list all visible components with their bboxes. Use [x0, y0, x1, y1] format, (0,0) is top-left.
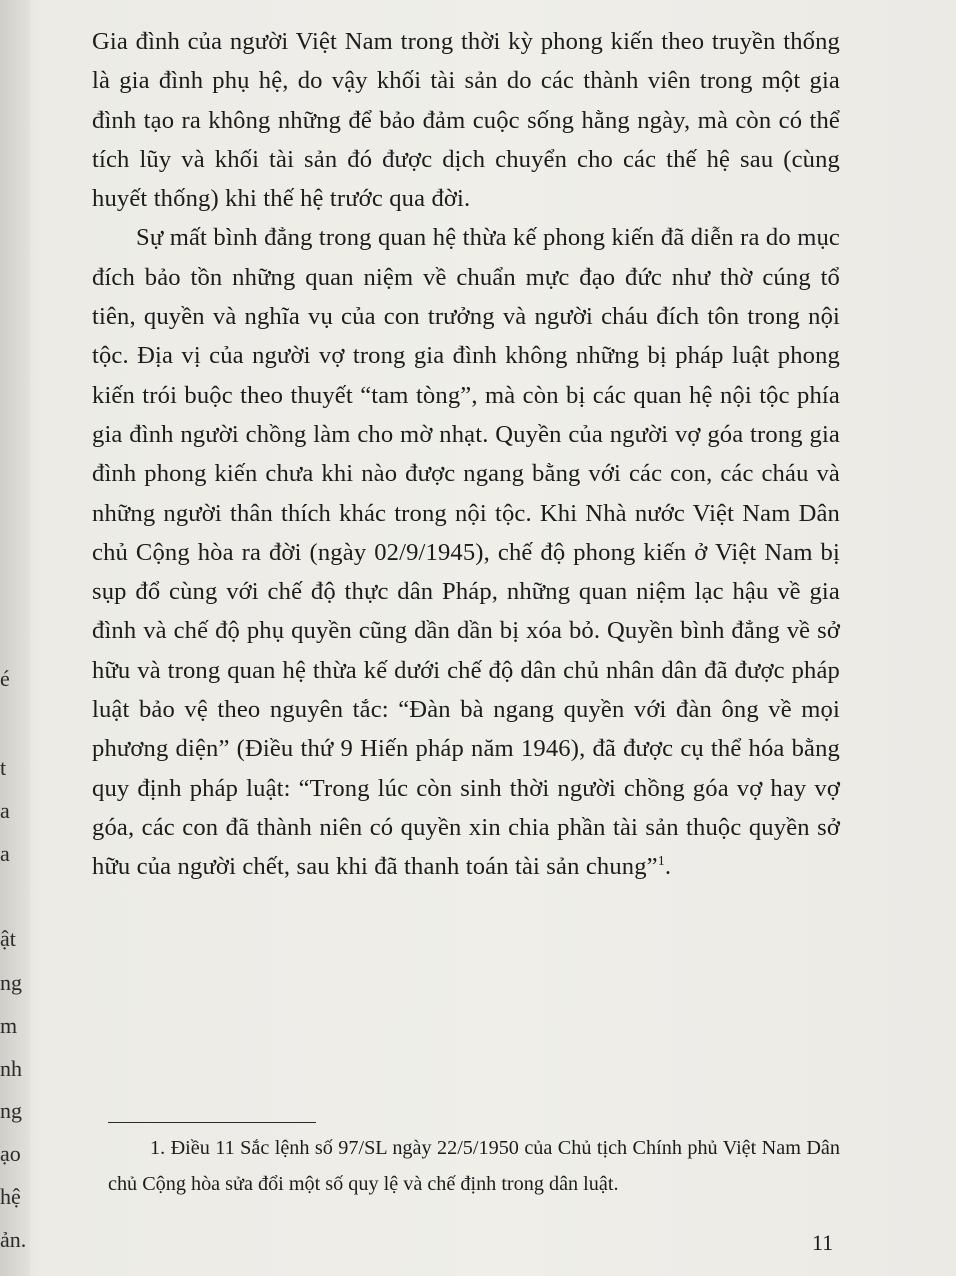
footnote-divider — [108, 1122, 316, 1123]
edge-fragment: a — [0, 841, 10, 866]
edge-fragment: ật — [0, 926, 16, 951]
footnote — [108, 1130, 840, 1202]
adjacent-page-edge — [0, 0, 30, 1276]
paragraph-2-text: Sự mất bình đẳng trong quan hệ thừa kế phong kiến đã diễn ra do mục đích bảo tồn những quan niệm về chuẩn mực đạo đức như thờ cúng tổ tiên, quyền và nghĩa vụ của con trưởng và người cháu đích tôn trong nội tộc. Địa vị của người vợ trong gia đình không những bị pháp luật phong kiến trói buộc theo thuyết “tam tòng”, mà còn bị các quan hệ nội tộc phía gia đình người chồng làm cho mờ nhạt. Quyền của người vợ góa trong gia đình phong kiến chưa khi nào được ngang bằng với các con, các cháu và những người thân thích khác trong nội tộc. Khi Nhà nước Việt Nam Dân chủ Cộng hòa ra đời (ngày 02/9/1945), chế độ phong kiến ở Việt Nam bị sụp đổ cùng với chế độ thực dân Pháp, những quan niệm lạc hậu về gia đình và chế độ phụ quyền cũng dần dần bị xóa bỏ. Quyền bình đẳng về sở hữu và trong quan hệ thừa kế dưới chế độ dân chủ nhân dân đã được pháp luật bảo vệ theo nguyên tắc: “Đàn bà ngang quyền với đàn ông về mọi phương diện” (Điều thứ 9 Hiến pháp năm 1946), đã được cụ thể hóa bằng quy định pháp luật: “Trong lúc còn sinh thời người chồng góa vợ hay vợ góa, các con đã thành niên có quyền xin chia phần tài sản thuộc quyền sở hữu của người chết, sau khi đã thanh toán tài sản chung” — [92, 224, 840, 881]
edge-fragment: ng — [0, 970, 22, 995]
edge-fragment: é — [0, 666, 10, 691]
paragraph-2 — [92, 218, 840, 886]
edge-fragment: t — [0, 755, 7, 780]
paragraph-2-end: . — [664, 853, 672, 881]
paragraph-1: Gia đình của người Việt Nam trong thời kỳ phong kiến theo truyền thống là gia đình phụ hệ, do vậy khối tài sản do các thành viên trong một gia đình tạo ra không những để bảo đảm cuộc sống hằng ngày, mà còn có thể tích lũy và khối tài sản đó được dịch chuyển cho các thế hệ sau (cùng huyết thống) khi thế hệ trước qua đời. — [92, 28, 840, 213]
edge-fragment: a — [0, 798, 10, 823]
footnote-text: 1. Điều 11 Sắc lệnh số 97/SL ngày 22/5/1950 của Chủ tịch Chính phủ Việt Nam Dân chủ Cộng hòa sửa đổi một số quy lệ và chế định trong dân luật. — [108, 1137, 840, 1195]
body-text — [92, 22, 840, 887]
edge-fragment: ng — [0, 1098, 22, 1123]
edge-fragment: hệ — [0, 1184, 21, 1209]
edge-fragment: m — [0, 1013, 18, 1038]
page-number: 11 — [812, 1230, 834, 1255]
footnote-reference: 1 — [657, 854, 665, 870]
edge-fragment: ản. — [0, 1227, 27, 1252]
edge-fragment: nh — [0, 1056, 22, 1081]
edge-fragment: ạo — [0, 1141, 21, 1166]
